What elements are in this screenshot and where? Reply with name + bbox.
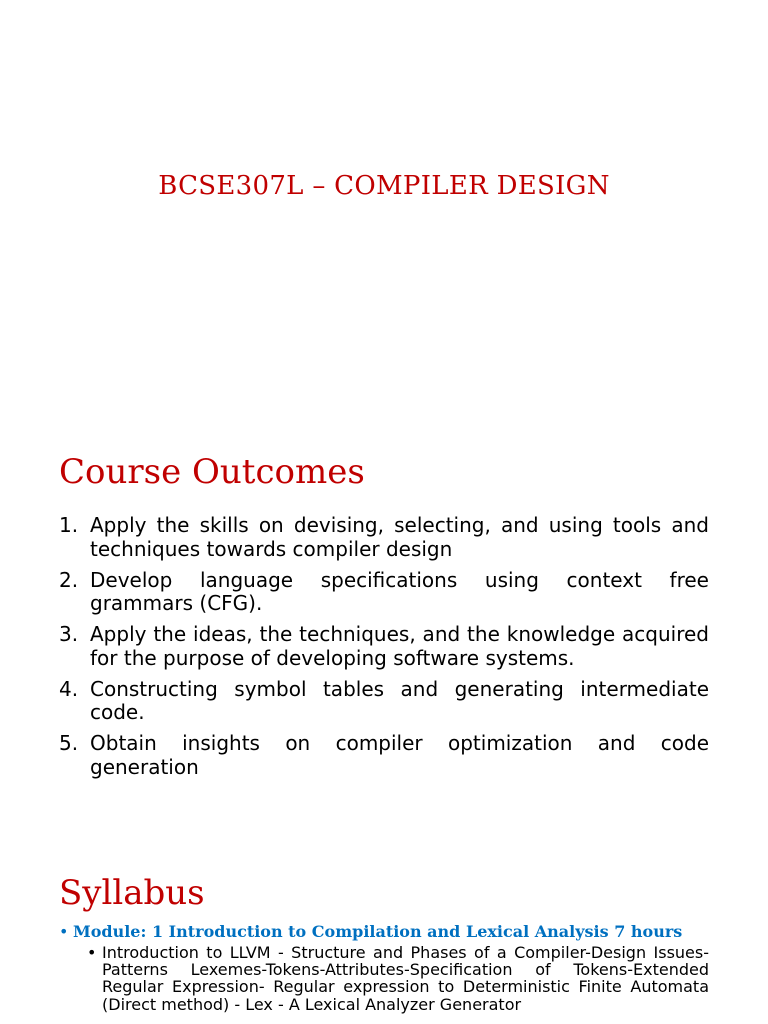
module-1-title: Module: 1 Introduction to Compilation and Lexical Analysis 7 hours [73, 922, 683, 941]
syllabus-heading: Syllabus [59, 873, 205, 913]
outcome-text: Develop language specifications using context free grammars (CFG). [90, 567, 709, 615]
outcome-number: 5. [59, 731, 79, 755]
outcome-item [59, 732, 709, 779]
outcome-item [59, 623, 709, 670]
outcome-item [59, 678, 709, 725]
course-outcomes-heading: Course Outcomes [59, 452, 365, 492]
outcome-number: 3. [59, 622, 79, 646]
document-title: BCSE307L – COMPILER DESIGN [158, 171, 610, 201]
course-outcomes-list [59, 514, 709, 787]
outcome-number: 1. [59, 513, 79, 537]
outcome-text: Constructing symbol tables and generating intermediate code. [90, 676, 709, 724]
outcome-text: Apply the skills on devising, selecting, and using tools and techniques towards compiler design [90, 513, 709, 561]
module-1-topics-text: Introduction to LLVM - Structure and Phases of a Compiler-Design Issues- Patterns Lexemes-Tokens-Attributes-Specification of Tokens-Extended Regular Expression- Regular expression to Deterministic Finite Automata (Direct method) - Lex - A Lexical Analyzer Generator [102, 943, 709, 1014]
outcome-text: Apply the ideas, the techniques, and the knowledge acquired for the purpose of developing software systems. [90, 622, 709, 670]
outcome-text: Obtain insights on compiler optimization and code generation [90, 731, 709, 779]
bullet-icon: • [59, 922, 69, 941]
outcome-item [59, 569, 709, 616]
outcome-item [59, 514, 709, 561]
module-1-topics [87, 944, 709, 1013]
module-1-heading [59, 922, 719, 941]
outcome-number: 4. [59, 676, 79, 701]
outcome-number: 2. [59, 567, 79, 592]
bullet-icon: • [87, 943, 97, 962]
